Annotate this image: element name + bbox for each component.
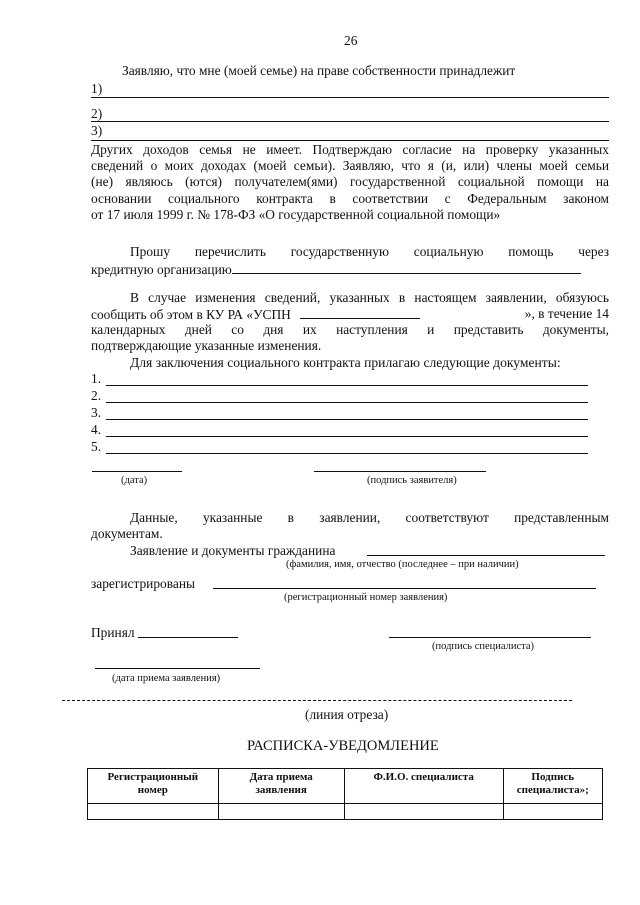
accepted-name-line[interactable] (138, 637, 238, 638)
citizen-name-field[interactable] (367, 555, 605, 556)
applicant-date-line[interactable] (92, 471, 182, 472)
cut-line (62, 700, 572, 701)
income-line-4: основании социального контракта в соответствии с Федеральным законом (91, 190, 609, 206)
change-line-1: В случае изменения сведений, указанных в настоящем заявлении, обязуюсь (130, 290, 609, 305)
accepted-label: Принял (91, 625, 135, 640)
transfer-line-2 (91, 261, 581, 278)
change-line-2-b: », в течение 14 (524, 306, 609, 321)
doc-item-3-label: 3. (91, 405, 102, 420)
doc-item-5-line[interactable] (106, 453, 588, 454)
cut-line-caption: (линия отреза) (305, 707, 389, 722)
specialist-sign-cell[interactable] (503, 804, 602, 820)
specialist-sign-line[interactable] (389, 637, 591, 638)
receipt-empty-row (88, 804, 603, 820)
credit-org-field[interactable] (232, 261, 581, 274)
income-line-5: от 17 июля 1999 г. № 178-ФЗ «О государственной социальной помощи» (91, 206, 501, 222)
doc-item-2-label: 2. (91, 388, 102, 403)
applicant-sign-caption: (подпись заявителя) (367, 475, 457, 486)
header-specialist-name: Ф.И.О. специалиста (344, 769, 503, 804)
credit-org-label: кредитную организацию (91, 262, 232, 277)
citizen-caption: (фамилия, имя, отчество (последнее – при наличии) (286, 559, 519, 570)
income-line-2: сведений о моих доходах (моей семьи). Заявляю, что я (и, или) члены моей семьи (91, 158, 609, 174)
property-item-3-label: 3) (91, 123, 103, 138)
income-line-3: (не) являюсь (ются) получателем(ями) государственной социальной помощи на (91, 174, 609, 190)
header-date: Дата приема заявления (218, 769, 344, 804)
change-line-2-a: сообщить об этом в КУ РА «УСПН (91, 307, 291, 322)
doc-item-4-label: 4. (91, 422, 102, 437)
change-line-2 (91, 306, 609, 323)
match-line-2: документам. (91, 526, 163, 541)
property-item-2-label: 2) (91, 106, 103, 121)
accept-date-line[interactable] (95, 668, 260, 669)
uspn-field[interactable] (300, 306, 420, 319)
registered-caption: (регистрационный номер заявления) (284, 592, 448, 603)
property-item-1-label: 1) (91, 81, 103, 96)
income-paragraph (91, 142, 609, 223)
doc-item-1-line[interactable] (106, 385, 588, 386)
page-number: 26 (344, 33, 358, 48)
income-line-1: Других доходов семья не имеет. Подтверждаю согласие на проверку указанных (91, 142, 609, 157)
doc-item-3-line[interactable] (106, 419, 588, 420)
property-item-1-line[interactable] (91, 97, 609, 98)
receipt-table (87, 768, 603, 820)
transfer-line-1: Прошу перечислить государственную социальную помощь через (130, 244, 609, 259)
match-line-1: Данные, указанные в заявлении, соответствуют представленным (130, 510, 609, 525)
applicant-date-caption: (дата) (121, 475, 148, 486)
date-cell[interactable] (218, 804, 344, 820)
property-item-3-line[interactable] (91, 140, 609, 141)
accept-date-caption: (дата приема заявления) (112, 673, 221, 684)
receipt-title: РАСПИСКА-УВЕДОМЛЕНИЕ (247, 738, 439, 754)
doc-item-4-line[interactable] (106, 436, 588, 437)
citizen-label: Заявление и документы гражданина (130, 543, 336, 558)
receipt-header-row (88, 769, 603, 804)
header-specialist-sign: Подпись специалиста»; (503, 769, 602, 804)
change-line-4: подтверждающие указанные изменения. (91, 338, 322, 353)
doc-item-2-line[interactable] (106, 402, 588, 403)
specialist-sign-caption: (подпись специалиста) (432, 641, 535, 652)
property-item-2-line[interactable] (91, 121, 609, 122)
registered-label: зарегистрированы (91, 576, 195, 591)
property-intro: Заявляю, что мне (моей семье) на праве собственности принадлежит (122, 63, 516, 78)
change-line-3: календарных дней со дня их наступления и представить документы, (91, 322, 609, 337)
registration-number-field[interactable] (213, 588, 596, 589)
specialist-name-cell[interactable] (344, 804, 503, 820)
header-reg-number: Регистрационный номер (88, 769, 219, 804)
applicant-sign-line[interactable] (314, 471, 486, 472)
doc-item-1-label: 1. (91, 371, 102, 386)
reg-number-cell[interactable] (88, 804, 219, 820)
doc-item-5-label: 5. (91, 439, 102, 454)
documents-intro: Для заключения социального контракта прилагаю следующие документы: (130, 355, 561, 370)
